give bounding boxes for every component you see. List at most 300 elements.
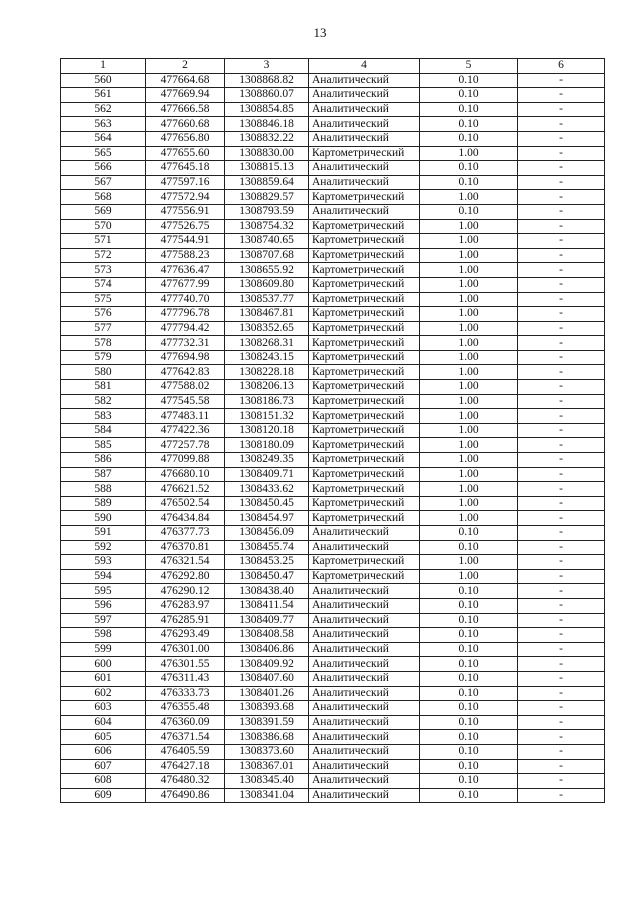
point-number-cell: 588 bbox=[61, 482, 146, 497]
point-number-cell: 609 bbox=[61, 788, 146, 803]
note-cell: - bbox=[518, 759, 605, 774]
table-row bbox=[61, 394, 605, 409]
note-cell: - bbox=[518, 642, 605, 657]
point-number-cell: 591 bbox=[61, 526, 146, 541]
x-coordinate-cell: 477669.94 bbox=[146, 88, 225, 103]
table-row bbox=[61, 686, 605, 701]
accuracy-cell: 0.10 bbox=[420, 715, 518, 730]
note-cell: - bbox=[518, 190, 605, 205]
table-row bbox=[61, 365, 605, 380]
point-number-cell: 561 bbox=[61, 88, 146, 103]
point-number-cell: 583 bbox=[61, 409, 146, 424]
accuracy-cell: 0.10 bbox=[420, 526, 518, 541]
x-coordinate-cell: 477556.91 bbox=[146, 204, 225, 219]
y-coordinate-cell: 1308409.92 bbox=[225, 657, 309, 672]
note-cell: - bbox=[518, 234, 605, 249]
x-coordinate-cell: 477664.68 bbox=[146, 73, 225, 88]
column-header-5: 5 bbox=[420, 59, 518, 74]
accuracy-cell: 0.10 bbox=[420, 161, 518, 176]
point-number-cell: 560 bbox=[61, 73, 146, 88]
note-cell: - bbox=[518, 569, 605, 584]
y-coordinate-cell: 1308868.82 bbox=[225, 73, 309, 88]
point-number-cell: 576 bbox=[61, 307, 146, 322]
method-cell: Аналитический bbox=[309, 613, 420, 628]
x-coordinate-cell: 477794.42 bbox=[146, 321, 225, 336]
note-cell: - bbox=[518, 102, 605, 117]
point-number-cell: 573 bbox=[61, 263, 146, 278]
note-cell: - bbox=[518, 380, 605, 395]
point-number-cell: 596 bbox=[61, 598, 146, 613]
table-row bbox=[61, 438, 605, 453]
y-coordinate-cell: 1308815.13 bbox=[225, 161, 309, 176]
x-coordinate-cell: 477642.83 bbox=[146, 365, 225, 380]
accuracy-cell: 0.10 bbox=[420, 788, 518, 803]
x-coordinate-cell: 477588.02 bbox=[146, 380, 225, 395]
y-coordinate-cell: 1308406.86 bbox=[225, 642, 309, 657]
accuracy-cell: 1.00 bbox=[420, 263, 518, 278]
y-coordinate-cell: 1308373.60 bbox=[225, 744, 309, 759]
x-coordinate-cell: 477545.58 bbox=[146, 394, 225, 409]
note-cell: - bbox=[518, 715, 605, 730]
accuracy-cell: 0.10 bbox=[420, 657, 518, 672]
method-cell: Аналитический bbox=[309, 175, 420, 190]
method-cell: Аналитический bbox=[309, 642, 420, 657]
point-number-cell: 608 bbox=[61, 774, 146, 789]
x-coordinate-cell: 477422.36 bbox=[146, 423, 225, 438]
x-coordinate-cell: 476371.54 bbox=[146, 730, 225, 745]
point-number-cell: 604 bbox=[61, 715, 146, 730]
y-coordinate-cell: 1308754.32 bbox=[225, 219, 309, 234]
note-cell: - bbox=[518, 117, 605, 132]
point-number-cell: 586 bbox=[61, 453, 146, 468]
point-number-cell: 605 bbox=[61, 730, 146, 745]
y-coordinate-cell: 1308438.40 bbox=[225, 584, 309, 599]
table-row bbox=[61, 774, 605, 789]
x-coordinate-cell: 476293.49 bbox=[146, 628, 225, 643]
table-row bbox=[61, 715, 605, 730]
y-coordinate-cell: 1308707.68 bbox=[225, 248, 309, 263]
note-cell: - bbox=[518, 321, 605, 336]
method-cell: Аналитический bbox=[309, 686, 420, 701]
method-cell: Картометрический bbox=[309, 555, 420, 570]
table-body bbox=[61, 73, 605, 803]
method-cell: Картометрический bbox=[309, 453, 420, 468]
note-cell: - bbox=[518, 161, 605, 176]
accuracy-cell: 1.00 bbox=[420, 423, 518, 438]
y-coordinate-cell: 1308537.77 bbox=[225, 292, 309, 307]
note-cell: - bbox=[518, 365, 605, 380]
accuracy-cell: 1.00 bbox=[420, 307, 518, 322]
table-row bbox=[61, 380, 605, 395]
y-coordinate-cell: 1308409.71 bbox=[225, 467, 309, 482]
table-row bbox=[61, 555, 605, 570]
method-cell: Аналитический bbox=[309, 671, 420, 686]
accuracy-cell: 1.00 bbox=[420, 277, 518, 292]
x-coordinate-cell: 476490.86 bbox=[146, 788, 225, 803]
method-cell: Картометрический bbox=[309, 321, 420, 336]
accuracy-cell: 0.10 bbox=[420, 88, 518, 103]
accuracy-cell: 0.10 bbox=[420, 730, 518, 745]
y-coordinate-cell: 1308341.04 bbox=[225, 788, 309, 803]
x-coordinate-cell: 476405.59 bbox=[146, 744, 225, 759]
method-cell: Аналитический bbox=[309, 526, 420, 541]
y-coordinate-cell: 1308401.26 bbox=[225, 686, 309, 701]
x-coordinate-cell: 477526.75 bbox=[146, 219, 225, 234]
y-coordinate-cell: 1308854.85 bbox=[225, 102, 309, 117]
table-row bbox=[61, 730, 605, 745]
table-row bbox=[61, 526, 605, 541]
method-cell: Картометрический bbox=[309, 292, 420, 307]
note-cell: - bbox=[518, 511, 605, 526]
note-cell: - bbox=[518, 788, 605, 803]
accuracy-cell: 1.00 bbox=[420, 555, 518, 570]
point-number-cell: 603 bbox=[61, 701, 146, 716]
accuracy-cell: 1.00 bbox=[420, 365, 518, 380]
y-coordinate-cell: 1308450.45 bbox=[225, 496, 309, 511]
accuracy-cell: 1.00 bbox=[420, 453, 518, 468]
y-coordinate-cell: 1308830.00 bbox=[225, 146, 309, 161]
table-row bbox=[61, 219, 605, 234]
note-cell: - bbox=[518, 409, 605, 424]
x-coordinate-cell: 476377.73 bbox=[146, 526, 225, 541]
point-number-cell: 584 bbox=[61, 423, 146, 438]
method-cell: Картометрический bbox=[309, 423, 420, 438]
x-coordinate-cell: 477588.23 bbox=[146, 248, 225, 263]
y-coordinate-cell: 1308243.15 bbox=[225, 350, 309, 365]
table-row bbox=[61, 161, 605, 176]
note-cell: - bbox=[518, 467, 605, 482]
accuracy-cell: 1.00 bbox=[420, 467, 518, 482]
y-coordinate-cell: 1308846.18 bbox=[225, 117, 309, 132]
table-row bbox=[61, 175, 605, 190]
method-cell: Аналитический bbox=[309, 117, 420, 132]
method-cell: Картометрический bbox=[309, 511, 420, 526]
note-cell: - bbox=[518, 394, 605, 409]
point-number-cell: 589 bbox=[61, 496, 146, 511]
table-row bbox=[61, 350, 605, 365]
note-cell: - bbox=[518, 219, 605, 234]
table-row bbox=[61, 759, 605, 774]
table-row bbox=[61, 190, 605, 205]
point-number-cell: 562 bbox=[61, 102, 146, 117]
x-coordinate-cell: 476301.00 bbox=[146, 642, 225, 657]
method-cell: Аналитический bbox=[309, 774, 420, 789]
x-coordinate-cell: 477572.94 bbox=[146, 190, 225, 205]
x-coordinate-cell: 476502.54 bbox=[146, 496, 225, 511]
x-coordinate-cell: 476283.97 bbox=[146, 598, 225, 613]
x-coordinate-cell: 476321.54 bbox=[146, 555, 225, 570]
table-row bbox=[61, 744, 605, 759]
accuracy-cell: 1.00 bbox=[420, 146, 518, 161]
note-cell: - bbox=[518, 496, 605, 511]
point-number-cell: 577 bbox=[61, 321, 146, 336]
point-number-cell: 597 bbox=[61, 613, 146, 628]
method-cell: Картометрический bbox=[309, 394, 420, 409]
y-coordinate-cell: 1308180.09 bbox=[225, 438, 309, 453]
x-coordinate-cell: 477677.99 bbox=[146, 277, 225, 292]
table-row bbox=[61, 277, 605, 292]
point-number-cell: 601 bbox=[61, 671, 146, 686]
method-cell: Аналитический bbox=[309, 88, 420, 103]
x-coordinate-cell: 476290.12 bbox=[146, 584, 225, 599]
column-header-6: 6 bbox=[518, 59, 605, 74]
accuracy-cell: 0.10 bbox=[420, 102, 518, 117]
x-coordinate-cell: 477732.31 bbox=[146, 336, 225, 351]
accuracy-cell: 0.10 bbox=[420, 540, 518, 555]
table-row bbox=[61, 788, 605, 803]
note-cell: - bbox=[518, 263, 605, 278]
accuracy-cell: 1.00 bbox=[420, 496, 518, 511]
table-row bbox=[61, 598, 605, 613]
y-coordinate-cell: 1308467.81 bbox=[225, 307, 309, 322]
table-row bbox=[61, 292, 605, 307]
method-cell: Аналитический bbox=[309, 598, 420, 613]
method-cell: Картометрический bbox=[309, 248, 420, 263]
x-coordinate-cell: 477257.78 bbox=[146, 438, 225, 453]
method-cell: Аналитический bbox=[309, 788, 420, 803]
method-cell: Картометрический bbox=[309, 438, 420, 453]
method-cell: Картометрический bbox=[309, 482, 420, 497]
table-row bbox=[61, 248, 605, 263]
table-row bbox=[61, 336, 605, 351]
table-row bbox=[61, 496, 605, 511]
note-cell: - bbox=[518, 307, 605, 322]
note-cell: - bbox=[518, 628, 605, 643]
note-cell: - bbox=[518, 146, 605, 161]
page-number: 13 bbox=[313, 25, 327, 40]
y-coordinate-cell: 1308409.77 bbox=[225, 613, 309, 628]
accuracy-cell: 1.00 bbox=[420, 511, 518, 526]
y-coordinate-cell: 1308228.18 bbox=[225, 365, 309, 380]
method-cell: Картометрический bbox=[309, 365, 420, 380]
method-cell: Аналитический bbox=[309, 131, 420, 146]
table-row bbox=[61, 467, 605, 482]
y-coordinate-cell: 1308455.74 bbox=[225, 540, 309, 555]
table-row bbox=[61, 657, 605, 672]
table-row bbox=[61, 584, 605, 599]
accuracy-cell: 0.10 bbox=[420, 613, 518, 628]
point-number-cell: 566 bbox=[61, 161, 146, 176]
y-coordinate-cell: 1308859.64 bbox=[225, 175, 309, 190]
table-row bbox=[61, 307, 605, 322]
table-row bbox=[61, 511, 605, 526]
method-cell: Аналитический bbox=[309, 730, 420, 745]
table-row bbox=[61, 117, 605, 132]
note-cell: - bbox=[518, 584, 605, 599]
y-coordinate-cell: 1308367.01 bbox=[225, 759, 309, 774]
note-cell: - bbox=[518, 277, 605, 292]
y-coordinate-cell: 1308609.80 bbox=[225, 277, 309, 292]
note-cell: - bbox=[518, 131, 605, 146]
table-row bbox=[61, 102, 605, 117]
note-cell: - bbox=[518, 204, 605, 219]
table-row bbox=[61, 613, 605, 628]
point-number-cell: 563 bbox=[61, 117, 146, 132]
point-number-cell: 572 bbox=[61, 248, 146, 263]
method-cell: Картометрический bbox=[309, 467, 420, 482]
method-cell: Аналитический bbox=[309, 540, 420, 555]
note-cell: - bbox=[518, 438, 605, 453]
point-number-cell: 606 bbox=[61, 744, 146, 759]
x-coordinate-cell: 477645.18 bbox=[146, 161, 225, 176]
point-number-cell: 571 bbox=[61, 234, 146, 249]
note-cell: - bbox=[518, 613, 605, 628]
y-coordinate-cell: 1308450.47 bbox=[225, 569, 309, 584]
point-number-cell: 567 bbox=[61, 175, 146, 190]
point-number-cell: 590 bbox=[61, 511, 146, 526]
accuracy-cell: 0.10 bbox=[420, 117, 518, 132]
point-number-cell: 574 bbox=[61, 277, 146, 292]
method-cell: Аналитический bbox=[309, 715, 420, 730]
y-coordinate-cell: 1308249.35 bbox=[225, 453, 309, 468]
method-cell: Аналитический bbox=[309, 102, 420, 117]
y-coordinate-cell: 1308268.31 bbox=[225, 336, 309, 351]
x-coordinate-cell: 476427.18 bbox=[146, 759, 225, 774]
table-row bbox=[61, 321, 605, 336]
column-header-2: 2 bbox=[146, 59, 225, 74]
method-cell: Аналитический bbox=[309, 584, 420, 599]
point-number-cell: 580 bbox=[61, 365, 146, 380]
point-number-cell: 595 bbox=[61, 584, 146, 599]
accuracy-cell: 1.00 bbox=[420, 234, 518, 249]
point-number-cell: 564 bbox=[61, 131, 146, 146]
y-coordinate-cell: 1308120.18 bbox=[225, 423, 309, 438]
point-number-cell: 593 bbox=[61, 555, 146, 570]
note-cell: - bbox=[518, 350, 605, 365]
point-number-cell: 587 bbox=[61, 467, 146, 482]
point-number-cell: 598 bbox=[61, 628, 146, 643]
note-cell: - bbox=[518, 88, 605, 103]
accuracy-cell: 1.00 bbox=[420, 569, 518, 584]
y-coordinate-cell: 1308655.92 bbox=[225, 263, 309, 278]
note-cell: - bbox=[518, 482, 605, 497]
note-cell: - bbox=[518, 774, 605, 789]
x-coordinate-cell: 476480.32 bbox=[146, 774, 225, 789]
point-number-cell: 568 bbox=[61, 190, 146, 205]
x-coordinate-cell: 476355.48 bbox=[146, 701, 225, 716]
table-row bbox=[61, 131, 605, 146]
y-coordinate-cell: 1308151.32 bbox=[225, 409, 309, 424]
point-number-cell: 602 bbox=[61, 686, 146, 701]
accuracy-cell: 1.00 bbox=[420, 380, 518, 395]
table-row bbox=[61, 453, 605, 468]
note-cell: - bbox=[518, 292, 605, 307]
method-cell: Картометрический bbox=[309, 569, 420, 584]
accuracy-cell: 1.00 bbox=[420, 336, 518, 351]
x-coordinate-cell: 476434.84 bbox=[146, 511, 225, 526]
table-row bbox=[61, 146, 605, 161]
accuracy-cell: 1.00 bbox=[420, 190, 518, 205]
method-cell: Картометрический bbox=[309, 190, 420, 205]
x-coordinate-cell: 477656.80 bbox=[146, 131, 225, 146]
accuracy-cell: 0.10 bbox=[420, 642, 518, 657]
note-cell: - bbox=[518, 73, 605, 88]
accuracy-cell: 0.10 bbox=[420, 175, 518, 190]
column-header-3: 3 bbox=[225, 59, 309, 74]
method-cell: Аналитический bbox=[309, 701, 420, 716]
method-cell: Аналитический bbox=[309, 657, 420, 672]
y-coordinate-cell: 1308454.97 bbox=[225, 511, 309, 526]
point-number-cell: 569 bbox=[61, 204, 146, 219]
note-cell: - bbox=[518, 175, 605, 190]
x-coordinate-cell: 477483.11 bbox=[146, 409, 225, 424]
table-row bbox=[61, 701, 605, 716]
x-coordinate-cell: 477655.60 bbox=[146, 146, 225, 161]
table-row bbox=[61, 409, 605, 424]
note-cell: - bbox=[518, 744, 605, 759]
y-coordinate-cell: 1308407.60 bbox=[225, 671, 309, 686]
x-coordinate-cell: 477740.70 bbox=[146, 292, 225, 307]
x-coordinate-cell: 476360.09 bbox=[146, 715, 225, 730]
accuracy-cell: 1.00 bbox=[420, 219, 518, 234]
method-cell: Картометрический bbox=[309, 277, 420, 292]
coordinates-table bbox=[60, 58, 605, 803]
method-cell: Аналитический bbox=[309, 759, 420, 774]
y-coordinate-cell: 1308860.07 bbox=[225, 88, 309, 103]
note-cell: - bbox=[518, 423, 605, 438]
table-row bbox=[61, 204, 605, 219]
accuracy-cell: 1.00 bbox=[420, 409, 518, 424]
table-row bbox=[61, 423, 605, 438]
accuracy-cell: 0.10 bbox=[420, 598, 518, 613]
point-number-cell: 585 bbox=[61, 438, 146, 453]
method-cell: Картометрический bbox=[309, 496, 420, 511]
accuracy-cell: 0.10 bbox=[420, 204, 518, 219]
point-number-cell: 565 bbox=[61, 146, 146, 161]
point-number-cell: 592 bbox=[61, 540, 146, 555]
x-coordinate-cell: 476292.80 bbox=[146, 569, 225, 584]
accuracy-cell: 0.10 bbox=[420, 131, 518, 146]
accuracy-cell: 0.10 bbox=[420, 759, 518, 774]
x-coordinate-cell: 476370.81 bbox=[146, 540, 225, 555]
accuracy-cell: 0.10 bbox=[420, 671, 518, 686]
x-coordinate-cell: 477636.47 bbox=[146, 263, 225, 278]
note-cell: - bbox=[518, 555, 605, 570]
method-cell: Аналитический bbox=[309, 628, 420, 643]
x-coordinate-cell: 476311.43 bbox=[146, 671, 225, 686]
note-cell: - bbox=[518, 248, 605, 263]
note-cell: - bbox=[518, 686, 605, 701]
accuracy-cell: 0.10 bbox=[420, 73, 518, 88]
note-cell: - bbox=[518, 671, 605, 686]
accuracy-cell: 1.00 bbox=[420, 248, 518, 263]
note-cell: - bbox=[518, 453, 605, 468]
x-coordinate-cell: 477544.91 bbox=[146, 234, 225, 249]
accuracy-cell: 1.00 bbox=[420, 350, 518, 365]
method-cell: Картометрический bbox=[309, 219, 420, 234]
y-coordinate-cell: 1308433.62 bbox=[225, 482, 309, 497]
method-cell: Картометрический bbox=[309, 307, 420, 322]
y-coordinate-cell: 1308408.58 bbox=[225, 628, 309, 643]
note-cell: - bbox=[518, 540, 605, 555]
accuracy-cell: 0.10 bbox=[420, 628, 518, 643]
y-coordinate-cell: 1308829.57 bbox=[225, 190, 309, 205]
y-coordinate-cell: 1308456.09 bbox=[225, 526, 309, 541]
table-row bbox=[61, 671, 605, 686]
point-number-cell: 575 bbox=[61, 292, 146, 307]
x-coordinate-cell: 477099.88 bbox=[146, 453, 225, 468]
y-coordinate-cell: 1308186.73 bbox=[225, 394, 309, 409]
method-cell: Картометрический bbox=[309, 350, 420, 365]
point-number-cell: 607 bbox=[61, 759, 146, 774]
method-cell: Аналитический bbox=[309, 73, 420, 88]
point-number-cell: 600 bbox=[61, 657, 146, 672]
table-row bbox=[61, 263, 605, 278]
x-coordinate-cell: 476621.52 bbox=[146, 482, 225, 497]
accuracy-cell: 1.00 bbox=[420, 292, 518, 307]
table-row bbox=[61, 569, 605, 584]
x-coordinate-cell: 476301.55 bbox=[146, 657, 225, 672]
